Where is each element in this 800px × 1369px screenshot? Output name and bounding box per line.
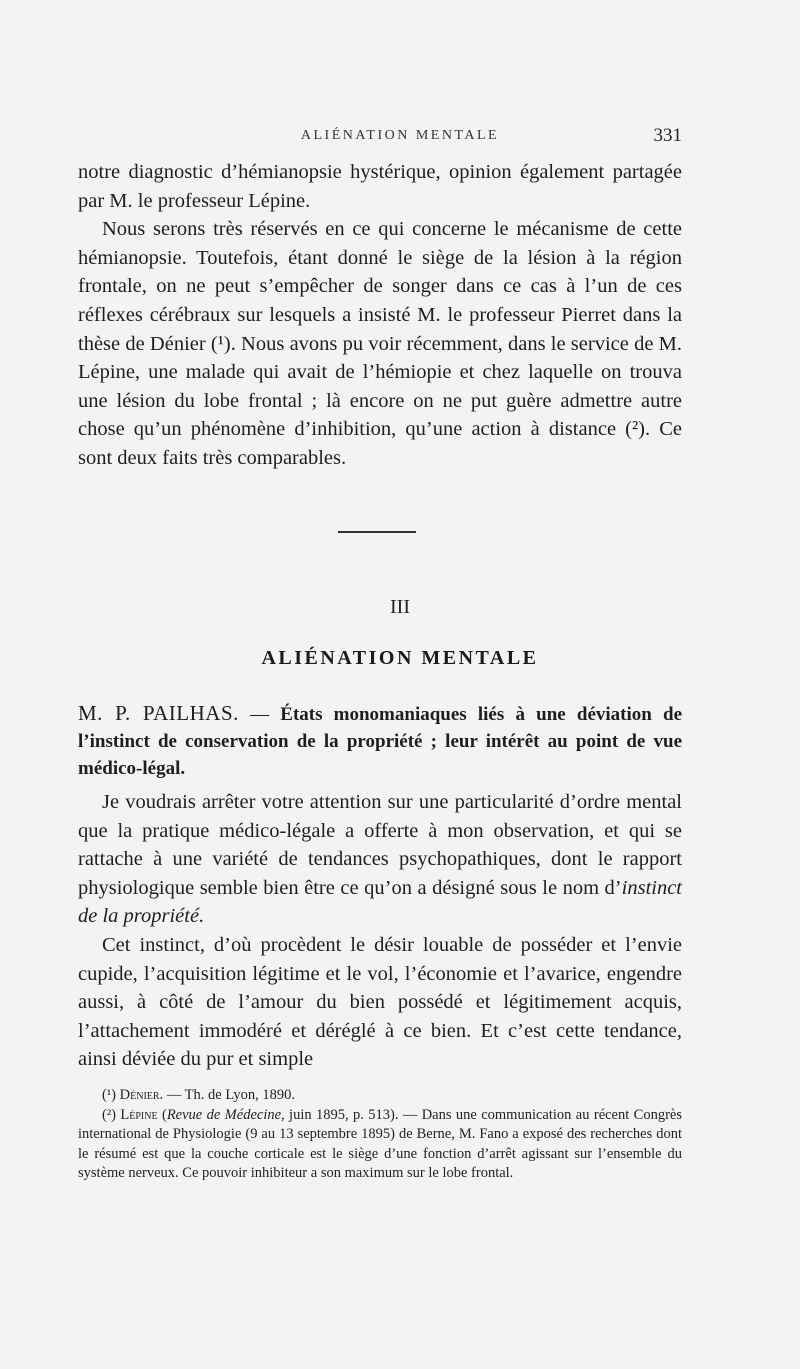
footnote-1 bbox=[78, 1086, 682, 1106]
footnote-2-author: Lépine bbox=[120, 1106, 158, 1123]
paragraph-2: Nous serons très réservés en ce qui concerne le mécanisme de cette hémianopsie. Toutefois, étant donné le siège de la lésion à la région frontale, on ne peut s’empêcher de songer dans ce cas à l’un de ces réflexes cérébraux sur lesquels a insisté M. le professeur Pierret dans la thèse de Dénier (¹). Nous avons pu voir récemment, dans le service de M. Lépine, une malade qui avait de l’hémiopie et chez laquelle on trouva une lésion du lobe frontal ; là encore on ne put guère admettre autre chose qu’un phénomène d’inhibition, qu’une action à distance (²). Ce sont deux faits très comparables. bbox=[78, 218, 682, 469]
footnote-2 bbox=[78, 1106, 682, 1184]
article-title: États monomaniaques liés à une déviation de l’instinct de conservation de la propriété ; leur intérêt au point de vue médico-légal. bbox=[78, 704, 683, 779]
footnote-2-marker: (²) bbox=[102, 1106, 117, 1123]
footnote-1-text: — Th. de Lyon, 1890. bbox=[163, 1087, 296, 1103]
body-text-bottom bbox=[78, 788, 682, 1074]
footnote-2-open: ( bbox=[157, 1106, 167, 1123]
paragraph-1: notre diagnostic d’hémianopsie hystérique, opinion également partagée par M. le professeur Lépine. bbox=[78, 161, 682, 212]
section-divider bbox=[338, 531, 416, 533]
footnote-2-text: juin 1895, p. 513). — Dans une communication au récent Congrès international de Physiologie (9 au 13 septembre 1895) de Berne, M. Fano a exposé des recherches dont le résumé est que la couche corticale est le siège d’une fonction d’arrêt agissant sur l’ensemble du système nerveux. Ce pouvoir inhibiteur a son maximum sur le lobe frontal. bbox=[78, 1106, 682, 1181]
paragraph-3 bbox=[78, 788, 682, 931]
footnote-1-marker: (¹) bbox=[102, 1087, 117, 1103]
article-heading bbox=[78, 700, 682, 782]
body-text-top bbox=[78, 158, 682, 473]
article-separator: — bbox=[238, 704, 281, 725]
running-title: ALIÉNATION MENTALE bbox=[300, 128, 500, 143]
running-head bbox=[0, 125, 800, 152]
footnote-2-journal: Revue de Médecine, bbox=[166, 1106, 285, 1123]
footnote-1-author: Dénier. bbox=[119, 1087, 164, 1103]
page-number: 331 bbox=[653, 125, 682, 146]
section-title: ALIÉNATION MENTALE bbox=[261, 647, 539, 669]
footnotes bbox=[78, 1086, 682, 1184]
paragraph-3-text: Je voudrais arrêter votre attention sur une particularité d’ordre mental que la pratique médico-légale a offerte à mon observation, et qui se rattache à une variété de tendances psychopathiques, dont le rapport physiologique semble bien être ce qu’on a désigné sous le nom d’ bbox=[78, 791, 682, 899]
paragraph-3-italic: instinct de la propriété. bbox=[78, 876, 682, 928]
section-number: III bbox=[390, 596, 410, 618]
paragraph-4: Cet instinct, d’où procèdent le désir louable de posséder et l’envie cupide, l’acquisition légitime et le vol, l’économie et l’avarice, engendre aussi, à côté de l’amour du bien possédé et légitimement acquis, l’attachement immodéré et déréglé à ce bien. Et c’est cette tendance, ainsi déviée du pur et simple bbox=[78, 933, 682, 1071]
article-author: M. P. PAILHAS. bbox=[78, 701, 239, 725]
